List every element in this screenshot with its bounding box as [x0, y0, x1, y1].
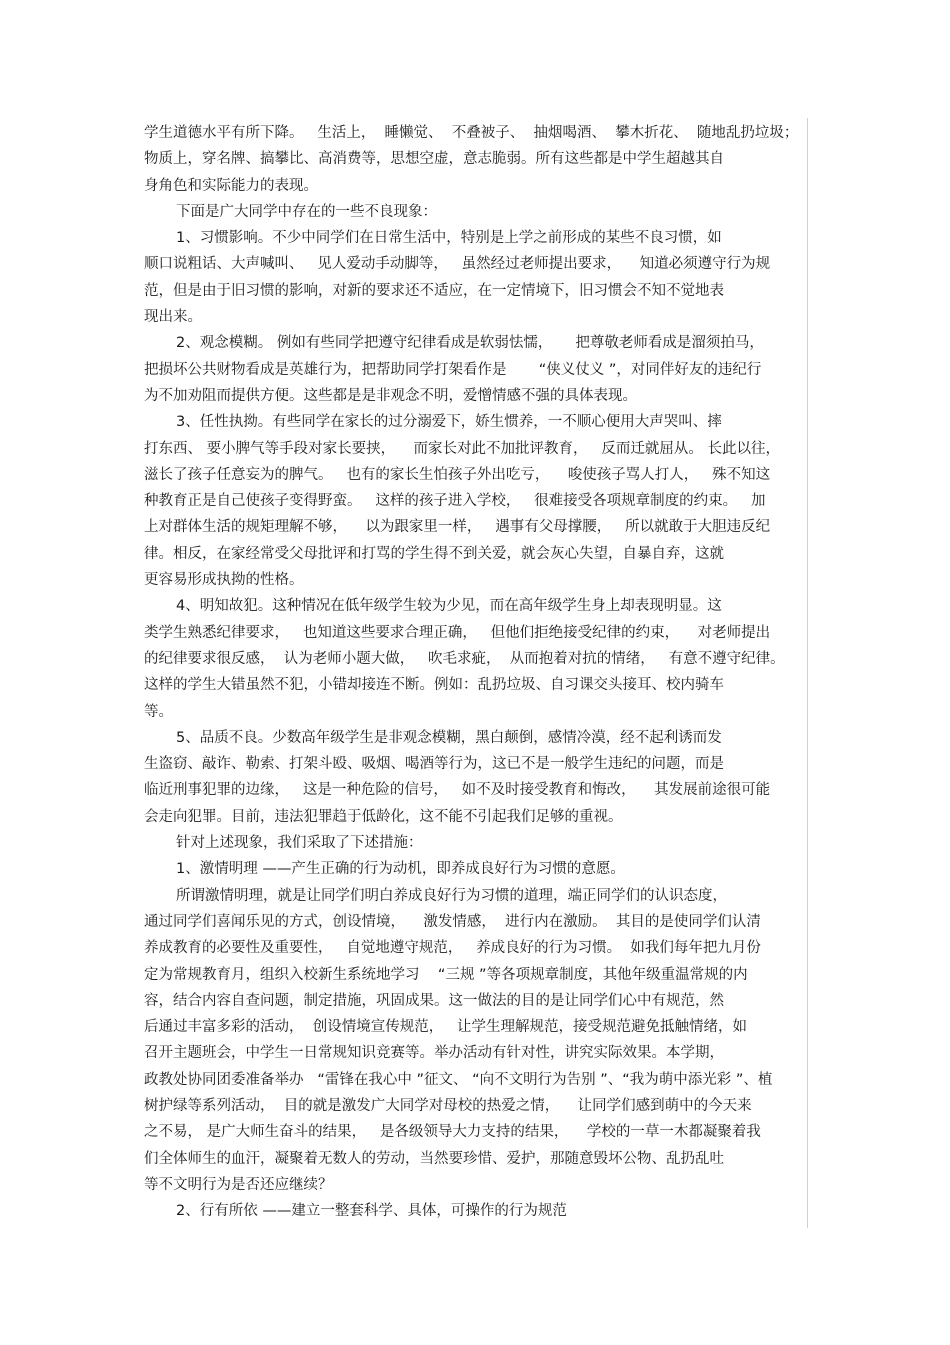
- text-line: 等不文明行为是否还应继续？: [144, 1176, 333, 1193]
- text-line: 通过同学们喜闻乐见的方式，创设情境， 激发情感， 进行内在激励。 其目的是使同学们认清: [144, 913, 761, 930]
- text-line: 定为常规教育月，组织入校新生系统地学习 “三规 ”等各项规章制度，其他年级重温常规的内: [144, 966, 748, 983]
- text-line: 为不加劝阻而提供方便。这些都是是非观念不明，爱憎情感不强的具体表现。: [144, 387, 637, 404]
- text-line: 召开主题班会，中学生一日常规知识竞赛等。举办活动有针对性，讲究实际效果。本学期，: [144, 1045, 724, 1062]
- text-line: 所谓激情明理，就是让同学们明白养成良好行为习惯的道理，端正同学们的认识态度，: [176, 887, 727, 904]
- text-line: 滋长了孩子任意妄为的脾气。 也有的家长生怕孩子外出吃亏， 唆使孩子骂人打人， 殊不知这: [144, 466, 771, 483]
- text-line: 把损坏公共财物看成是英雄行为，把帮助同学打架看作是 “侠义仗义 ”，对同伴好友的违纪行: [144, 361, 762, 378]
- body-text: [144, 120, 814, 1224]
- text-line: 律。相反，在家经常受父母批评和打骂的学生得不到关爱，就会灰心失望，自暴自弃，这就: [144, 545, 724, 562]
- text-line: 政教处协同团委准备举办 “雷锋在我心中 ”征文、 “向不文明行为告别 ”、“我为萌中添光彩 ”、植: [144, 1071, 773, 1088]
- text-line: 更容易形成执拗的性格。: [144, 572, 304, 589]
- text-line: 这样的学生大错虽然不犯，小错却接连不断。例如：乱扔垃圾、自习课交头接耳、校内骑车: [144, 677, 724, 694]
- text-line: 物质上，穿名牌、搞攀比、高消费等，思想空虚，意志脆弱。所有这些都是中学生超越其自: [144, 151, 724, 168]
- text-line: 顺口说粗话、大声喊叫、 见人爱动手动脚等， 虽然经过老师提出要求， 知道必须遵守行为规: [144, 256, 771, 273]
- text-line: 后通过丰富多彩的活动， 创设情境宣传规范， 让学生理解规范，接受规范避免抵触情绪，如: [144, 1019, 748, 1036]
- text-line: 们全体师生的血汗，凝聚着无数人的劳动，当然要珍惜、爱护，那随意毁坏公物、乱扔乱吐: [144, 1150, 724, 1167]
- text-line: 容，结合内容自查问题，制定措施，巩固成果。这一做法的目的是让同学们心中有规范，然: [144, 992, 724, 1009]
- text-line: 上对群体生活的规矩理解不够， 以为跟家里一样， 遇事有父母撑腰， 所以就敢于大胆违反纪: [144, 519, 771, 536]
- text-line: 下面是广大同学中存在的一些不良现象：: [176, 203, 437, 220]
- text-line: 1、习惯影响。不少中同学们在日常生活中，特别是上学之前形成的某些不良习惯，如: [176, 230, 722, 247]
- text-line: 打东西、 要小脾气等手段对家长要挟， 而家长对此不加批评教育， 反而迁就屈从。 长此以往，: [144, 440, 780, 457]
- text-line: 生盗窃、敲诈、勒索、打架斗殴、吸烟、喝酒等行为，这已不是一般学生违纪的问题，而是: [144, 756, 724, 773]
- text-line: 范，但是由于旧习惯的影响，对新的要求还不适应，在一定情境下，旧习惯会不知不觉地表: [144, 282, 724, 299]
- text-line: 2、行有所依 ——建立一整套科学、具体，可操作的行为规范: [176, 1203, 567, 1220]
- text-line: 的纪律要求很反感， 认为老师小题大做， 吹毛求疵， 从而抱着对抗的情绪， 有意不遵守纪律。: [144, 650, 785, 667]
- text-line: 针对上述现象，我们采取了下述措施：: [176, 835, 423, 852]
- text-line: 养成教育的必要性及重要性， 自觉地遵守规范， 养成良好的行为习惯。 如我们每年把九月份: [144, 940, 761, 957]
- text-line: 树护绿等系列活动， 目的就是激发广大同学对母校的热爱之情， 让同学们感到萌中的今天来: [144, 1097, 752, 1114]
- text-line: 之不易， 是广大师生奋斗的结果， 是各级领导大力支持的结果， 学校的一草一木都凝聚着我: [144, 1124, 761, 1141]
- text-line: 等。: [144, 703, 173, 720]
- text-line: 临近刑事犯罪的边缘， 这是一种危险的信号， 如不及时接受教育和悔改， 其发展前途很可能: [144, 782, 771, 799]
- text-line: 3、任性执拗。有些同学在家长的过分溺爱下，娇生惯养，一不顺心便用大声哭叫、摔: [176, 414, 722, 431]
- text-line: 学生道德水平有所下降。 生活上， 睡懒觉、 不叠被子、 抽烟喝酒、 攀木折花、 随地乱扔垃圾；: [144, 125, 799, 141]
- text-line: 类学生熟悉纪律要求， 也知道这些要求合理正确， 但他们拒绝接受纪律的约束， 对老师提出: [144, 624, 771, 641]
- text-line: 身角色和实际能力的表现。: [144, 177, 318, 194]
- text-line: 4、明知故犯。这种情况在低年级学生较为少见，而在高年级学生身上却表现明显。这: [176, 598, 722, 615]
- text-line: 5、品质不良。少数高年级学生是非观念模糊，黑白颠倒，感情冷漠，经不起利诱而发: [176, 729, 722, 746]
- text-line: 种教育正是自己使孩子变得野蛮。 这样的孩子进入学校， 很难接受各项规章制度的约束。 加: [144, 493, 766, 510]
- text-line: 1、激情明理 ——产生正确的行为动机，即养成良好行为习惯的意愿。: [176, 861, 625, 878]
- text-line: 2、观念模糊。 例如有些同学把遵守纪律看成是软弱怯懦， 把尊敬老师看成是溜须拍马，: [176, 335, 764, 352]
- text-line: 现出来。: [144, 309, 202, 326]
- text-line: 会走向犯罪。目前，违法犯罪趋于低龄化，这不能不引起我们足够的重视。: [144, 808, 623, 825]
